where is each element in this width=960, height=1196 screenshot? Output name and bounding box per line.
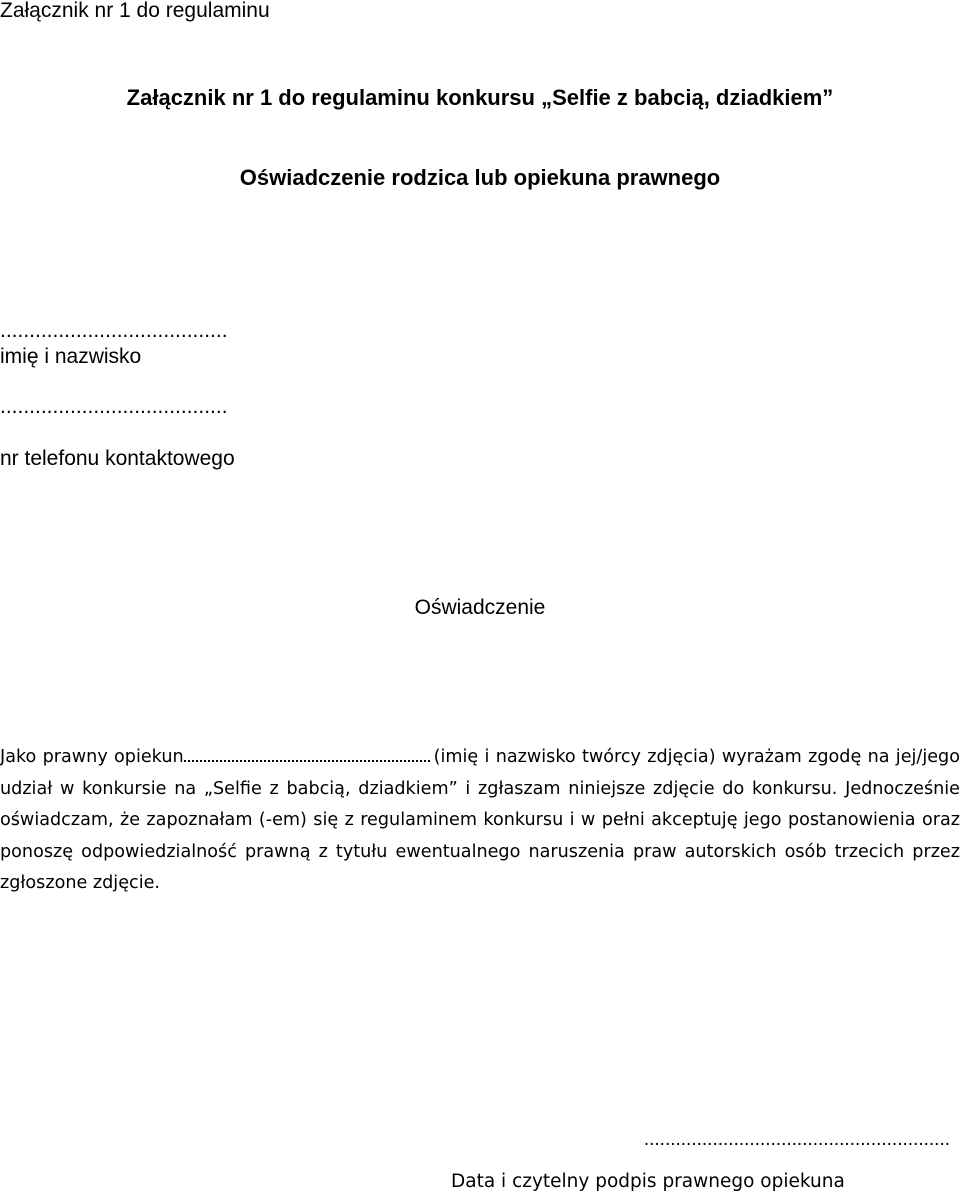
- signature-label: Data i czytelny podpis prawnego opiekuna: [451, 1171, 845, 1192]
- header-note: Załącznik nr 1 do regulaminu: [0, 0, 270, 22]
- document-subtitle: Oświadczenie rodzica lub opiekuna prawnego: [239, 165, 721, 190]
- document-title: Załącznik nr 1 do regulaminu konkursu „Selfie z babcią, dziadkiem”: [126, 85, 834, 110]
- name-fill-line: .......................................: [0, 319, 228, 342]
- statement-body: (imię i nazwisko twórcy zdjęcia) wyrażam zgodę na jej/jego udział w konkursie na „Selfie z babcią, dziadkiem” i zgłaszam niniejsze zdjęcie do konkursu. Jednocześnie oświadczam, że zapoznałam (-em) się z regulaminem konkursu i w pełni akceptuję jego postanowienia oraz ponoszę odpowiedzialność prawną z tytułu ewentualnego naruszenia praw autorskich osób trzecich przez zgłoszone zdjęcie.: [0, 747, 960, 894]
- phone-fill-line: .......................................: [0, 395, 228, 418]
- signature-fill-line: ..........................................................: [643, 1129, 950, 1150]
- name-field-label: imię i nazwisko: [0, 345, 142, 368]
- statement-lead: Jako prawny opiekun: [0, 747, 184, 767]
- child-name-fill-line: [184, 754, 430, 762]
- section-heading: Oświadczenie: [414, 596, 546, 619]
- phone-field-label: nr telefonu kontaktowego: [0, 447, 235, 470]
- statement-paragraph: [0, 742, 960, 900]
